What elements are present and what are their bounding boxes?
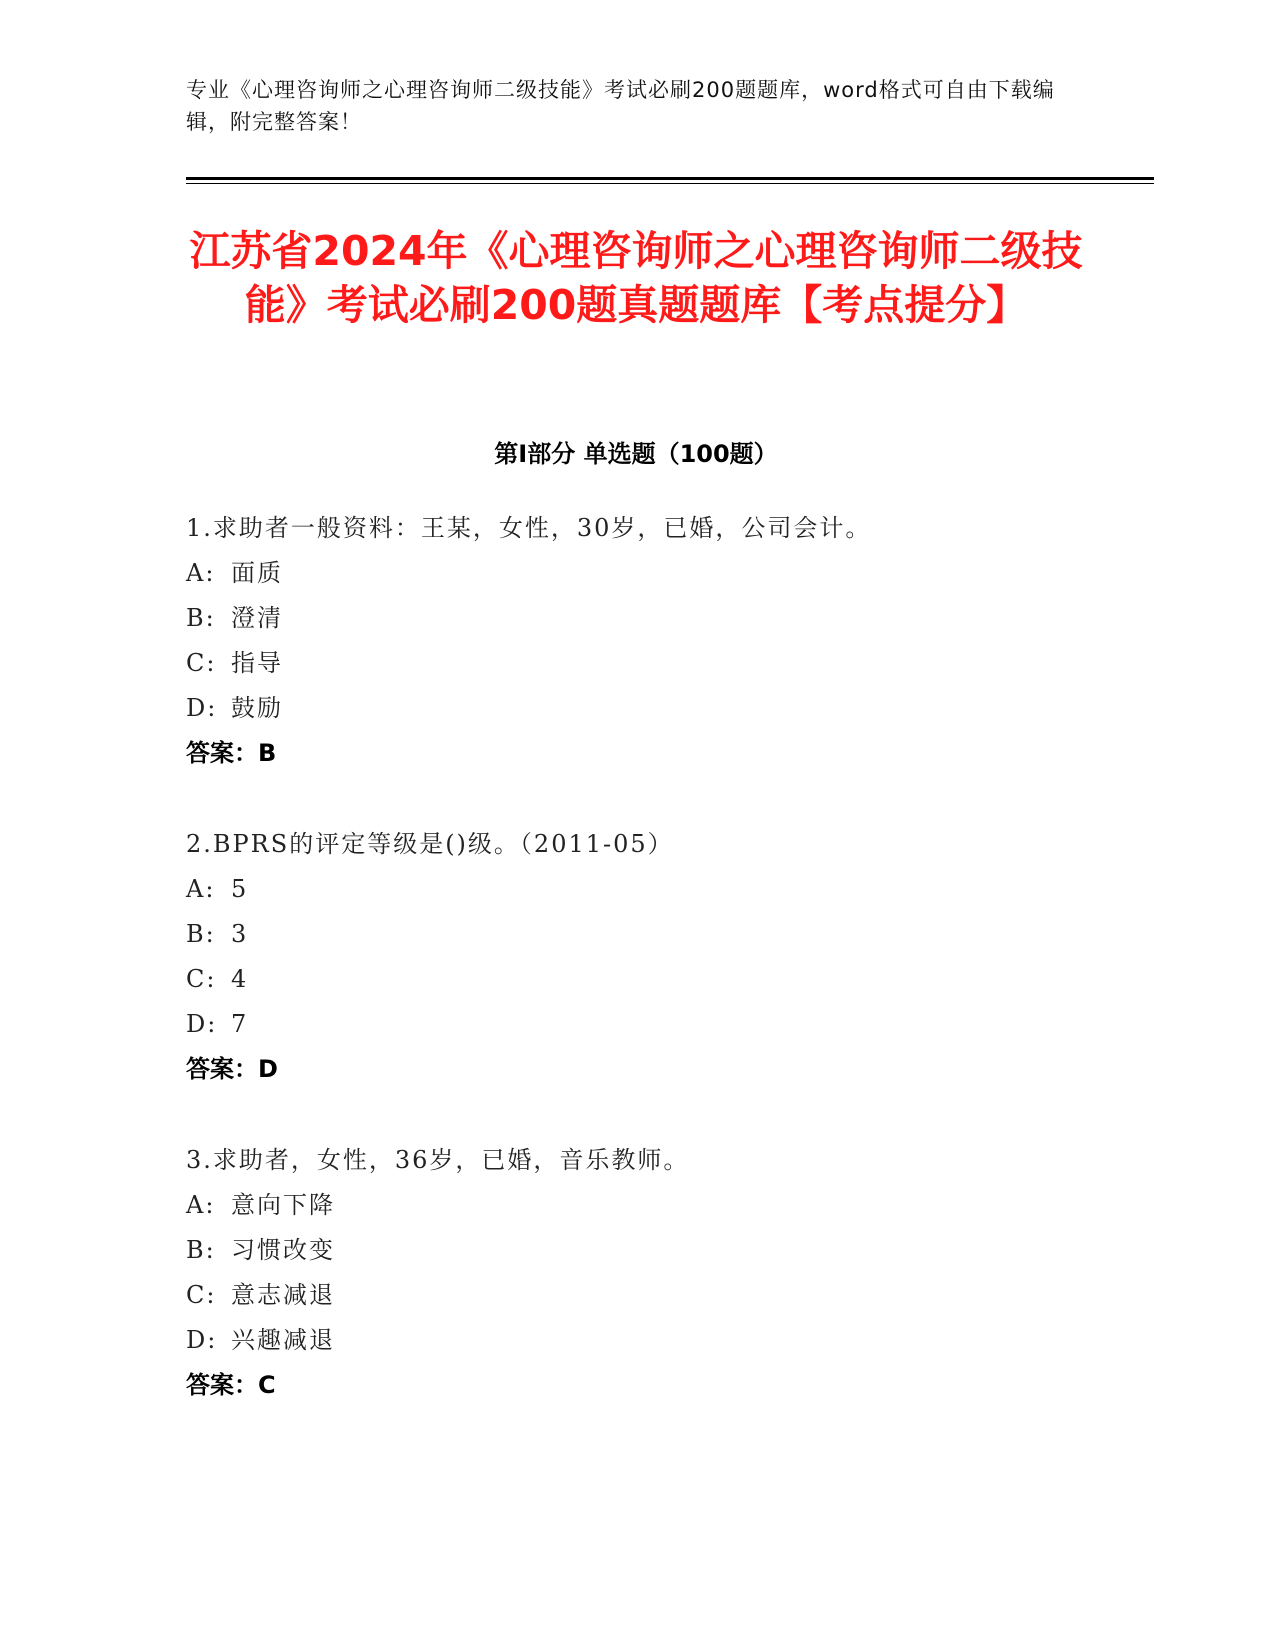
header-rule-thin xyxy=(186,183,1154,184)
option-text: 兴趣减退 xyxy=(231,1326,335,1354)
option-text: 意向下降 xyxy=(231,1191,335,1219)
option-d xyxy=(186,686,1086,731)
option-a xyxy=(186,867,1086,912)
option-d xyxy=(186,1002,1086,1047)
header-note: 专业《心理咨询师之心理咨询师二级技能》考试必刷200题题库，word格式可自由下载编辑，附完整答案！ xyxy=(186,78,1055,134)
question-stem: 1.求助者一般资料：王某，女性，30岁，已婚，公司会计。 xyxy=(186,514,872,542)
option-c xyxy=(186,1273,1086,1318)
option-letter: B: xyxy=(186,604,216,632)
header-rule-thick xyxy=(186,177,1154,180)
option-text: 意志减退 xyxy=(231,1281,335,1309)
question-stem: 2.BPRS的评定等级是()级。（2011-05） xyxy=(186,830,674,858)
option-letter: A: xyxy=(186,559,216,587)
answer-line: 答案：C xyxy=(186,1371,276,1399)
option-b xyxy=(186,1228,1086,1273)
option-text: 3 xyxy=(231,920,249,948)
option-a xyxy=(186,1183,1086,1228)
option-letter: B: xyxy=(186,1236,216,1264)
option-letter: A: xyxy=(186,1191,216,1219)
option-letter: B: xyxy=(186,920,216,948)
option-text: 5 xyxy=(231,875,249,903)
option-text: 7 xyxy=(231,1010,249,1038)
option-letter: D: xyxy=(186,1010,218,1038)
option-c xyxy=(186,957,1086,1002)
option-text: 面质 xyxy=(231,559,283,587)
answer-line: 答案：B xyxy=(186,739,277,767)
option-letter: A: xyxy=(186,875,216,903)
option-text: 习惯改变 xyxy=(231,1236,335,1264)
option-text: 澄清 xyxy=(231,604,283,632)
question-3 xyxy=(186,1138,1086,1408)
option-b xyxy=(186,596,1086,641)
option-a xyxy=(186,551,1086,596)
option-text: 鼓励 xyxy=(231,694,283,722)
option-c xyxy=(186,641,1086,686)
question-stem: 3.求助者，女性，36岁，已婚，音乐教师。 xyxy=(186,1146,690,1174)
section-heading: 第Ⅰ部分 单选题（100题） xyxy=(494,440,778,468)
option-text: 4 xyxy=(231,965,249,993)
option-letter: C: xyxy=(186,649,217,677)
option-letter: C: xyxy=(186,965,217,993)
question-2 xyxy=(186,822,1086,1092)
answer-line: 答案：D xyxy=(186,1055,278,1083)
option-text: 指导 xyxy=(231,649,283,677)
option-letter: C: xyxy=(186,1281,217,1309)
option-letter: D: xyxy=(186,1326,218,1354)
option-d xyxy=(186,1318,1086,1363)
question-1 xyxy=(186,506,1086,776)
document-title: 江苏省2024年《心理咨询师之心理咨询师二级技能》考试必刷200题真题题库【考点提分】 xyxy=(189,227,1083,329)
option-b xyxy=(186,912,1086,957)
option-letter: D: xyxy=(186,694,218,722)
